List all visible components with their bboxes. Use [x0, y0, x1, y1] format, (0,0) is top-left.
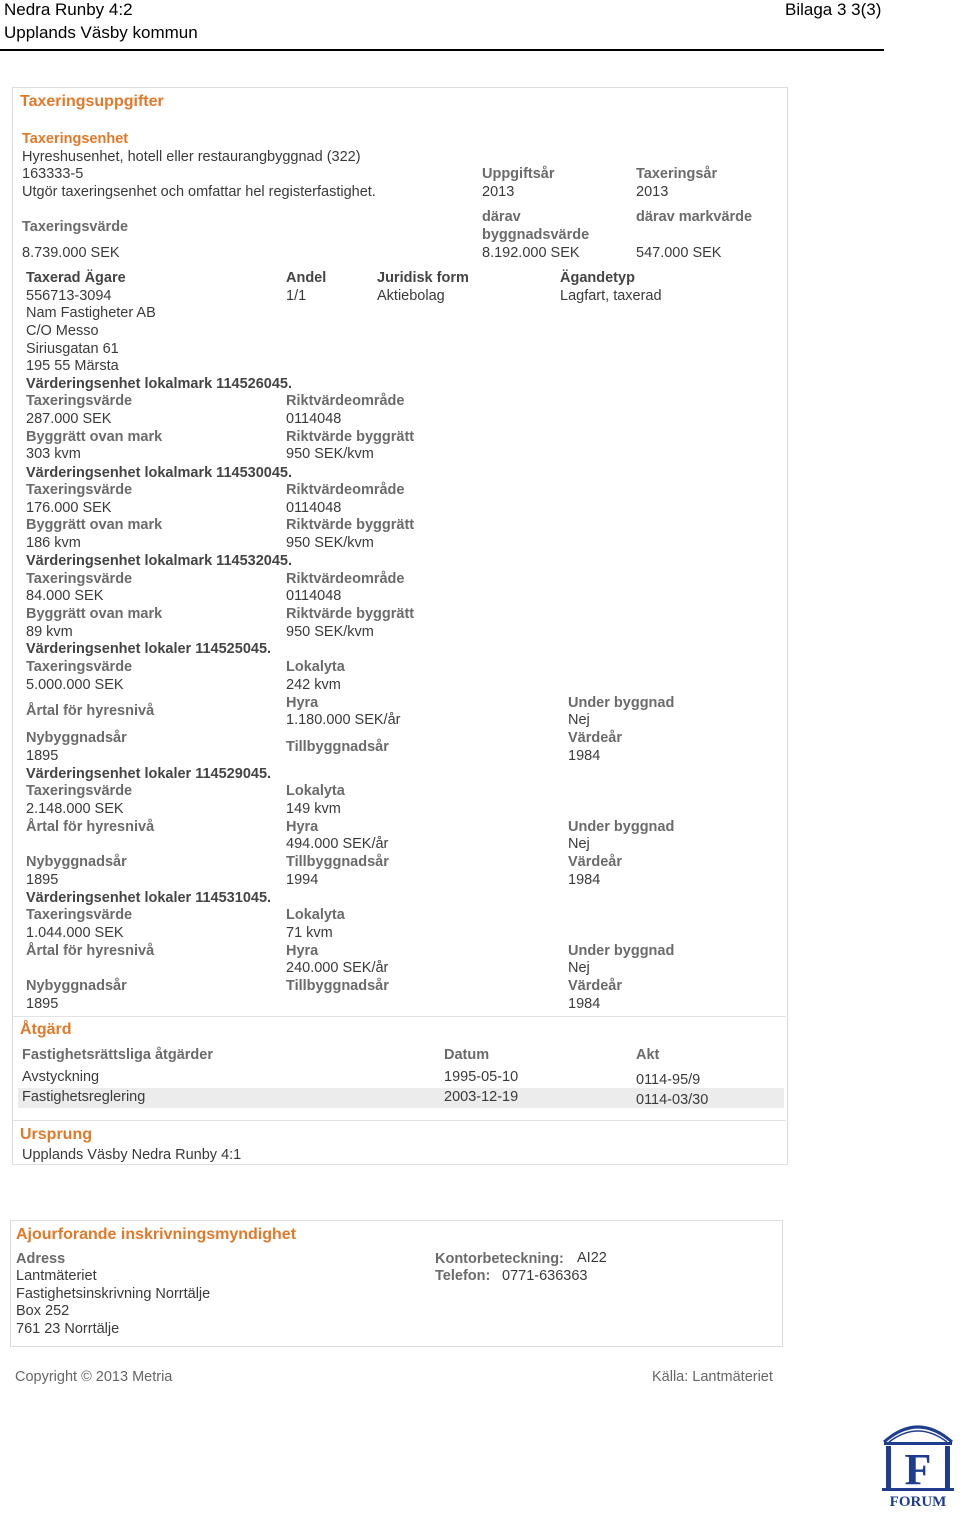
byggnadsvarde-value: 8.192.000 SEK [482, 245, 580, 261]
lokalyta-label: Lokalyta [286, 659, 345, 675]
tillbyggnadsar-label: Tillbyggnadsår [286, 854, 389, 870]
section-title-taxering: Taxeringsuppgifter [20, 93, 164, 110]
taxeringsvarde-label: Taxeringsvärde [26, 659, 133, 675]
unit-hyra: 1.180.000 SEK/år [286, 712, 401, 728]
logo-wordmark: FORUM [889, 1494, 947, 1510]
taxeringsvarde-label: Taxeringsvärde [22, 219, 129, 235]
section-title-ursprung: Ursprung [20, 1126, 92, 1143]
under-byggnad-label: Under byggnad [568, 819, 675, 835]
unit-riktvarde-byggratt: 950 SEK/kvm [286, 446, 374, 462]
unit-riktvardeomrade: 0114048 [286, 588, 342, 604]
vardear-label: Värdeår [568, 730, 623, 746]
ursprung-value: Upplands Väsby Nedra Runby 4:1 [22, 1147, 242, 1163]
owner-column-header: Taxerad Ägare [26, 270, 126, 286]
adress-line1: Lantmäteriet [16, 1268, 97, 1284]
tillbyggnadsar-label: Tillbyggnadsår [286, 739, 389, 755]
unit-tillbyggnadsar: 1994 [286, 872, 319, 888]
tillbyggnadsar-label: Tillbyggnadsår [286, 978, 389, 994]
unit-title-lokaler: Värderingsenhet lokaler 114525045. [26, 641, 272, 657]
unit-nybyggnadsar: 1895 [26, 872, 59, 888]
hyra-label: Hyra [286, 943, 319, 959]
unit-title-lokaler: Värderingsenhet lokaler 114529045. [26, 766, 272, 782]
byggnadsvarde-label-2: byggnadsvärde [482, 227, 590, 243]
unit-title-lokalmark: Värderingsenhet lokalmark 114530045. [26, 465, 292, 481]
unit-riktvardeomrade: 0114048 [286, 500, 342, 516]
artal-hyresniva-label: Årtal för hyresnivå [26, 819, 155, 835]
unit-taxeringsvarde: 5.000.000 SEK [26, 677, 124, 693]
vardear-label: Värdeår [568, 978, 623, 994]
adress-label: Adress [16, 1251, 66, 1267]
riktvarde-byggratt-label: Riktvärde byggrätt [286, 606, 415, 622]
unit-nybyggnadsar: 1895 [26, 996, 59, 1012]
taxeringsar-value: 2013 [636, 184, 669, 200]
riktvarde-byggratt-label: Riktvärde byggrätt [286, 517, 415, 533]
taxeringsvarde-label: Taxeringsvärde [26, 482, 133, 498]
taxeringsvarde-label: Taxeringsvärde [26, 783, 133, 799]
owner-name: Nam Fastigheter AB [26, 305, 156, 321]
unit-riktvardeomrade: 0114048 [286, 411, 342, 427]
riktvardeomrade-label: Riktvärdeområde [286, 393, 405, 409]
adress-line4: 761 23 Norrtälje [16, 1321, 120, 1337]
table-row-date: 2003-12-19 [444, 1089, 519, 1105]
byggratt-label: Byggrätt ovan mark [26, 517, 163, 533]
table-row-date: 1995-05-10 [444, 1069, 519, 1085]
unit-nybyggnadsar: 1895 [26, 748, 59, 764]
nybyggnadsar-label: Nybyggnadsår [26, 854, 127, 870]
byggratt-label: Byggrätt ovan mark [26, 429, 163, 445]
unit-under-byggnad: Nej [568, 836, 590, 852]
unit-riktvarde-byggratt: 950 SEK/kvm [286, 535, 374, 551]
unit-title-lokalmark: Värderingsenhet lokalmark 114532045. [26, 553, 292, 569]
header-address-line1: Nedra Runby 4:2 [4, 0, 133, 19]
owner-co: C/O Messo [26, 323, 99, 339]
copyright-text: Copyright © 2013 Metria [15, 1369, 173, 1385]
section-title-atgard: Åtgärd [20, 1021, 72, 1038]
taxeringsvarde-label: Taxeringsvärde [26, 571, 133, 587]
forum-emblem-icon [878, 1412, 958, 1510]
unit-under-byggnad: Nej [568, 960, 590, 976]
unit-taxeringsvarde: 84.000 SEK [26, 588, 104, 604]
datum-column-header: Datum [444, 1047, 490, 1063]
taxeringsar-label: Taxeringsår [636, 166, 718, 182]
unit-taxeringsvarde: 176.000 SEK [26, 500, 112, 516]
forum-logo [878, 1412, 958, 1510]
lokalyta-label: Lokalyta [286, 783, 345, 799]
markvarde-label: därav markvärde [636, 209, 753, 225]
enhet-label: Taxeringsenhet [22, 131, 129, 147]
owner-street: Siriusgatan 61 [26, 341, 119, 357]
riktvarde-byggratt-label: Riktvärde byggrätt [286, 429, 415, 445]
markvarde-value: 547.000 SEK [636, 245, 722, 261]
unit-vardear: 1984 [568, 748, 601, 764]
owner-agandetyp: Lagfart, taxerad [560, 288, 662, 304]
taxeringsvarde-value: 8.739.000 SEK [22, 245, 120, 261]
header-divider [0, 49, 884, 51]
unit-taxeringsvarde: 1.044.000 SEK [26, 925, 124, 941]
byggnadsvarde-label-1: därav [482, 209, 521, 225]
riktvardeomrade-label: Riktvärdeområde [286, 571, 405, 587]
unit-taxeringsvarde: 287.000 SEK [26, 411, 112, 427]
unit-title-lokaler: Värderingsenhet lokaler 114531045. [26, 890, 272, 906]
lokalyta-label: Lokalyta [286, 907, 345, 923]
header-address-line2: Upplands Väsby kommun [4, 23, 198, 42]
byggratt-label: Byggrätt ovan mark [26, 606, 163, 622]
section-divider [13, 1120, 786, 1121]
unit-byggratt: 186 kvm [26, 535, 81, 551]
kontor-value: AI22 [577, 1250, 607, 1266]
table-row-akt: 0114-03/30 [636, 1092, 709, 1108]
juridisk-form-column-header: Juridisk form [377, 270, 469, 286]
source-text: Källa: Lantmäteriet [652, 1369, 773, 1385]
enhet-type: Hyreshusenhet, hotell eller restaurangbyggnad (322) [22, 149, 361, 165]
unit-riktvarde-byggratt: 950 SEK/kvm [286, 624, 374, 640]
artal-hyresniva-label: Årtal för hyresnivå [26, 943, 155, 959]
unit-vardear: 1984 [568, 996, 601, 1012]
akt-column-header: Akt [636, 1047, 660, 1063]
uppgiftsar-label: Uppgiftsår [482, 166, 555, 182]
atgard-column-header: Fastighetsrättsliga åtgärder [22, 1047, 213, 1063]
unit-vardear: 1984 [568, 872, 601, 888]
artal-hyresniva-label: Årtal för hyresnivå [26, 703, 155, 719]
unit-byggratt: 89 kvm [26, 624, 73, 640]
nybyggnadsar-label: Nybyggnadsår [26, 978, 127, 994]
adress-line3: Box 252 [16, 1303, 70, 1319]
nybyggnadsar-label: Nybyggnadsår [26, 730, 127, 746]
header-attachment-label: Bilaga 3 3(3) [785, 0, 882, 19]
hyra-label: Hyra [286, 695, 319, 711]
andel-column-header: Andel [286, 270, 327, 286]
unit-hyra: 240.000 SEK/år [286, 960, 389, 976]
owner-andel: 1/1 [286, 288, 307, 304]
logo-letter: F [904, 1445, 932, 1494]
taxeringsvarde-label: Taxeringsvärde [26, 393, 133, 409]
riktvardeomrade-label: Riktvärdeområde [286, 482, 405, 498]
unit-byggratt: 303 kvm [26, 446, 81, 462]
unit-lokalyta: 149 kvm [286, 801, 341, 817]
table-row-name: Fastighetsreglering [22, 1089, 146, 1105]
owner-city: 195 55 Märsta [26, 358, 119, 374]
adress-line2: Fastighetsinskrivning Norrtälje [16, 1286, 211, 1302]
hyra-label: Hyra [286, 819, 319, 835]
under-byggnad-label: Under byggnad [568, 943, 675, 959]
owner-juridisk-form: Aktiebolag [377, 288, 445, 304]
uppgiftsar-value: 2013 [482, 184, 515, 200]
section-divider [13, 1016, 786, 1017]
section-title-myndighet: Ajourforande inskrivningsmyndighet [16, 1226, 297, 1243]
kontor-label: Kontorbeteckning: [435, 1251, 564, 1267]
telefon-value: 0771-636363 [502, 1268, 588, 1284]
table-row-name: Avstyckning [22, 1069, 100, 1085]
telefon-label: Telefon: [435, 1268, 491, 1284]
unit-title-lokalmark: Värderingsenhet lokalmark 114526045. [26, 376, 292, 392]
vardear-label: Värdeår [568, 854, 623, 870]
enhet-id: 163333-5 [22, 166, 84, 182]
table-row-akt: 0114-95/9 [636, 1072, 701, 1088]
unit-lokalyta: 242 kvm [286, 677, 341, 693]
enhet-note: Utgör taxeringsenhet och omfattar hel registerfastighet. [22, 184, 376, 200]
owner-orgnr: 556713-3094 [26, 288, 112, 304]
unit-taxeringsvarde: 2.148.000 SEK [26, 801, 124, 817]
unit-hyra: 494.000 SEK/år [286, 836, 389, 852]
agandetyp-column-header: Ägandetyp [560, 270, 635, 286]
unit-lokalyta: 71 kvm [286, 925, 333, 941]
unit-under-byggnad: Nej [568, 712, 590, 728]
under-byggnad-label: Under byggnad [568, 695, 675, 711]
taxeringsvarde-label: Taxeringsvärde [26, 907, 133, 923]
